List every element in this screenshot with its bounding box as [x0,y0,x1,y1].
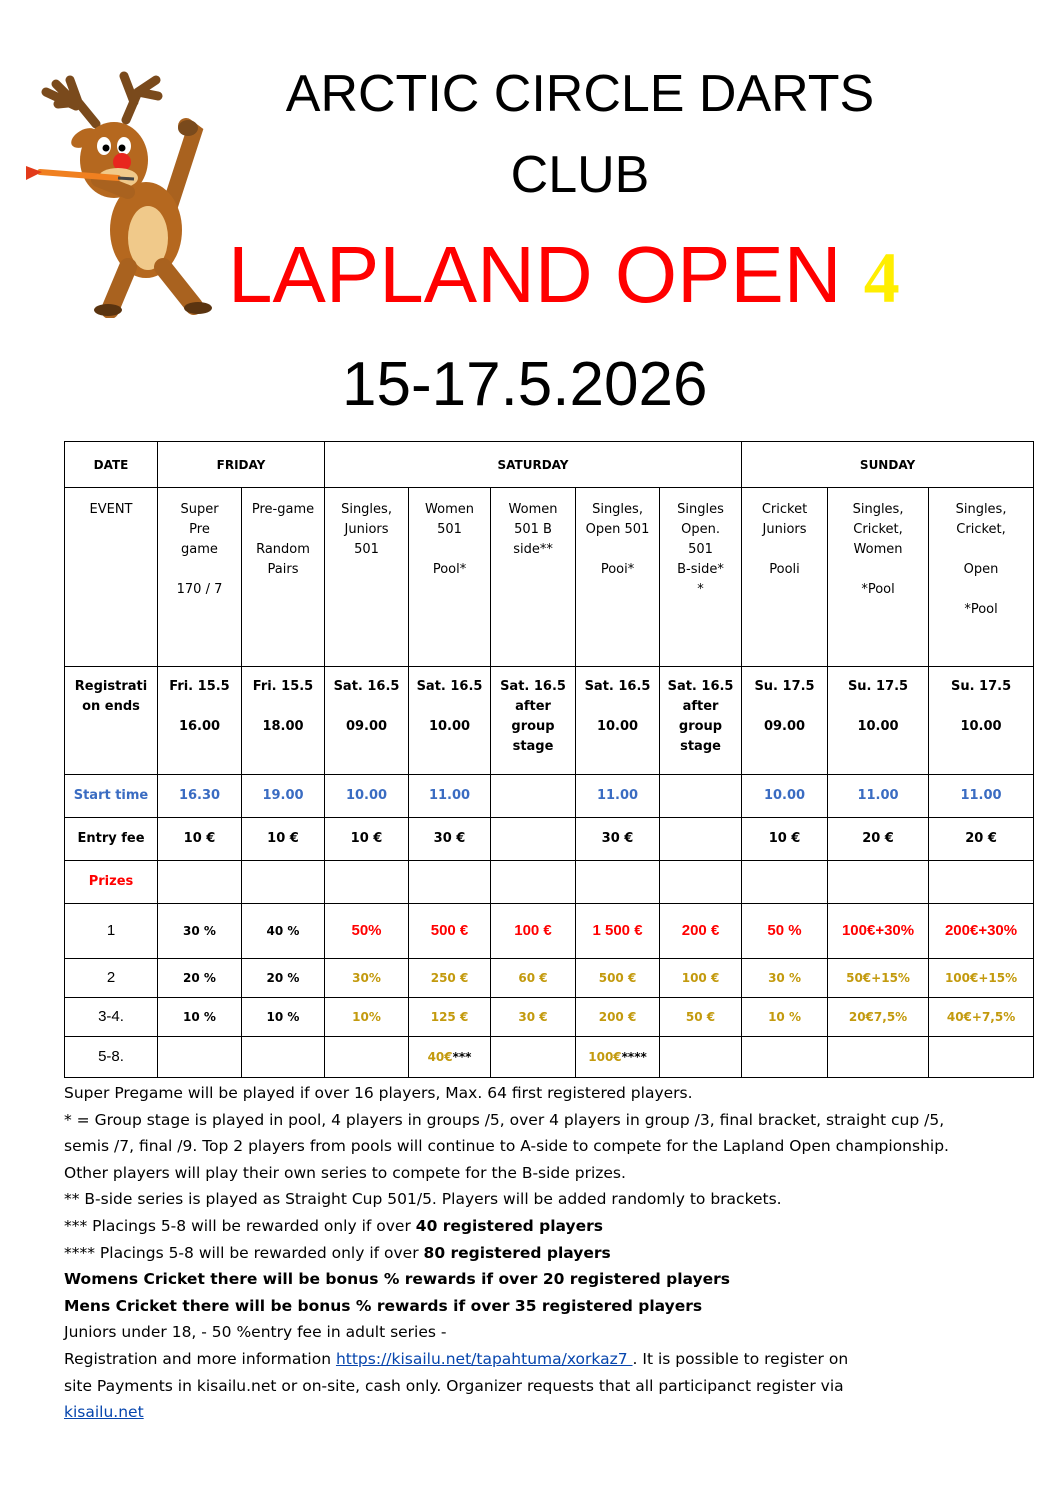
prize-cell: 1 500 € [576,904,660,959]
event-name: LAPLAND OPEN [228,230,842,319]
event-cell: Singles Open. 501 B-side* * [660,488,742,667]
table-row-entry-fee [65,818,1034,861]
note-bold: 80 registered players [423,1243,611,1262]
note-line: site Payments in kisailu.net or on-site, cash only. Organizer requests that all participanct register via [64,1376,844,1395]
day-friday: FRIDAY [158,442,325,488]
note-line: semis /7, final /9. Top 2 players from pools will continue to A-side to compete for the Lapland Open championship. [64,1137,949,1156]
table-row-prize-1 [65,904,1034,959]
note-line: Super Pregame will be played if over 16 players, Max. 64 first registered players. [64,1084,693,1102]
table-row-prize-2 [65,959,1034,998]
table-row-events [65,488,1034,667]
note-line [64,1346,1024,1373]
prize-cell: 200€+30% [929,904,1034,959]
place-label: 2 [65,959,158,998]
prize-cell: 30 % [742,959,828,998]
entry-fee-cell: 30 € [409,818,491,861]
prize-cell: 50 € [660,998,742,1037]
note-text: **** Placings 5-8 will be rewarded only if over [64,1243,424,1262]
note-line [64,1213,1024,1240]
entry-fee-cell: 20 € [828,818,929,861]
entry-fee-cell: 30 € [576,818,660,861]
registration-cell: Fri. 15.5 18.00 [242,667,325,775]
registration-cell: Sat. 16.5 09.00 [325,667,409,775]
prize-cell: 200 € [660,904,742,959]
entry-fee-cell: 20 € [929,818,1034,861]
event-cell: Singles, Open 501 Pooi* [576,488,660,667]
registration-cell: Su. 17.5 09.00 [742,667,828,775]
event-title [228,225,900,328]
entry-fee-cell [660,818,742,861]
notes-section [64,1080,1024,1426]
event-cell: Cricket Juniors Pooli [742,488,828,667]
event-cell: Women 501 Pool* [409,488,491,667]
place-label: 5-8. [65,1037,158,1078]
entry-fee-cell: 10 € [742,818,828,861]
prize-cell: 500 € [409,904,491,959]
note-bold: Womens Cricket there will be bonus % rewards if over 20 registered players [64,1270,731,1289]
table-row-days [65,442,1034,488]
event-dates: 15-17.5.2026 [342,350,708,419]
table-row-start-time [65,775,1034,818]
entry-fee-label: Entry fee [65,818,158,861]
entry-fee-cell: 10 € [325,818,409,861]
prize-cell: 50€+15% [828,959,929,998]
prize-cell: 200 € [576,998,660,1037]
start-time-cell: 11.00 [828,775,929,818]
prize-cell: 100€+15% [929,959,1034,998]
note-text: *** Placings 5-8 will be rewarded only if over [64,1216,416,1235]
note-line [64,1266,1024,1293]
start-time-label: Start time [65,775,158,818]
prize-cell: 50% [325,904,409,959]
prize-cell: 20 % [242,959,325,998]
prizes-label: Prizes [65,861,158,904]
place-label: 1 [65,904,158,959]
prize-cell: 10 % [158,998,242,1037]
event-cell: Singles, Cricket, Women *Pool [828,488,929,667]
registration-cell: Sat. 16.5 after group stage [660,667,742,775]
entry-fee-cell: 10 € [242,818,325,861]
event-number: 4 [863,238,900,318]
prize-cell [409,1037,491,1078]
event-cell: Singles, Juniors 501 [325,488,409,667]
club-name-line-1: ARCTIC CIRCLE DARTS [285,65,875,123]
table-row-prize-3-4 [65,998,1034,1037]
note-line [64,1240,1024,1267]
event-label: EVENT [65,488,158,667]
start-time-cell: 11.00 [929,775,1034,818]
event-cell: Women 501 B side** [491,488,576,667]
note-line: ** B-side series is played as Straight Cup 501/5. Players will be added randomly to brackets. [64,1190,782,1209]
registration-cell: Su. 17.5 10.00 [828,667,929,775]
prize-cell: 125 € [409,998,491,1037]
note-bold: 40 registered players [415,1216,603,1235]
registration-cell: Sat. 16.5 after group stage [491,667,576,775]
date-label: DATE [65,442,158,488]
event-cell: Super Pre game 170 / 7 [158,488,242,667]
note-line [64,1293,1024,1320]
schedule-table [64,441,1034,1078]
day-saturday: SATURDAY [325,442,742,488]
start-time-cell: 11.00 [576,775,660,818]
prize-cell: 100 € [491,904,576,959]
reindeer-mascot-icon [18,62,218,318]
prize-cell: 50 % [742,904,828,959]
club-name-line-2: CLUB [510,146,650,204]
note-line: Juniors under 18, - 50 %entry fee in adult series - [64,1323,447,1342]
registration-cell: Fri. 15.5 16.00 [158,667,242,775]
note-line: Other players will play their own series to compete for the B-side prizes. [64,1163,626,1182]
event-cell: Pre-game Random Pairs [242,488,325,667]
entry-fee-cell: 10 € [158,818,242,861]
prize-cell: 30 € [491,998,576,1037]
registration-cell: Su. 17.5 10.00 [929,667,1034,775]
table-row-prizes-header [65,861,1034,904]
prize-cell: 30 % [158,904,242,959]
prize-value: 100€ [588,1050,622,1064]
kisailu-link[interactable]: kisailu.net [64,1403,144,1422]
prize-cell: 30% [325,959,409,998]
event-cell: Singles, Cricket, Open *Pool [929,488,1034,667]
prize-cell: 20€7,5% [828,998,929,1037]
registration-cell: Sat. 16.5 10.00 [409,667,491,775]
prize-cell: 40€+7,5% [929,998,1034,1037]
note-line [64,1399,1024,1426]
prize-cell [576,1037,660,1078]
prize-cell: 40 % [242,904,325,959]
table-row-registration [65,667,1034,775]
prize-value: 40€ [427,1050,453,1064]
prize-cell: 250 € [409,959,491,998]
note-bold: Mens Cricket there will be bonus % rewards if over 35 registered players [64,1296,703,1315]
note-text: . It is possible to register on [632,1349,849,1368]
prize-suffix: *** [452,1050,472,1064]
prize-cell: 10 % [242,998,325,1037]
table-row-prize-5-8 [65,1037,1034,1078]
registration-link[interactable]: https://kisailu.net/tapahtuma/xorkaz7 [335,1349,633,1368]
prize-cell: 60 € [491,959,576,998]
prize-cell: 10% [325,998,409,1037]
start-time-cell: 11.00 [409,775,491,818]
start-time-cell: 10.00 [742,775,828,818]
registration-cell: Sat. 16.5 10.00 [576,667,660,775]
prize-cell: 500 € [576,959,660,998]
prize-suffix: **** [621,1050,647,1064]
prize-cell: 10 % [742,998,828,1037]
note-line: * = Group stage is played in pool, 4 players in groups /5, over 4 players in group /3, final bracket, straight cup /5, [64,1110,945,1129]
entry-fee-cell [491,818,576,861]
start-time-cell: 10.00 [325,775,409,818]
prize-cell: 20 % [158,959,242,998]
prize-cell: 100 € [660,959,742,998]
start-time-cell [660,775,742,818]
prize-cell: 100€+30% [828,904,929,959]
day-sunday: SUNDAY [742,442,1034,488]
place-label: 3-4. [65,998,158,1037]
registration-label: Registrati on ends [65,667,158,775]
start-time-cell: 19.00 [242,775,325,818]
note-text: Registration and more information [64,1349,336,1368]
start-time-cell [491,775,576,818]
start-time-cell: 16.30 [158,775,242,818]
